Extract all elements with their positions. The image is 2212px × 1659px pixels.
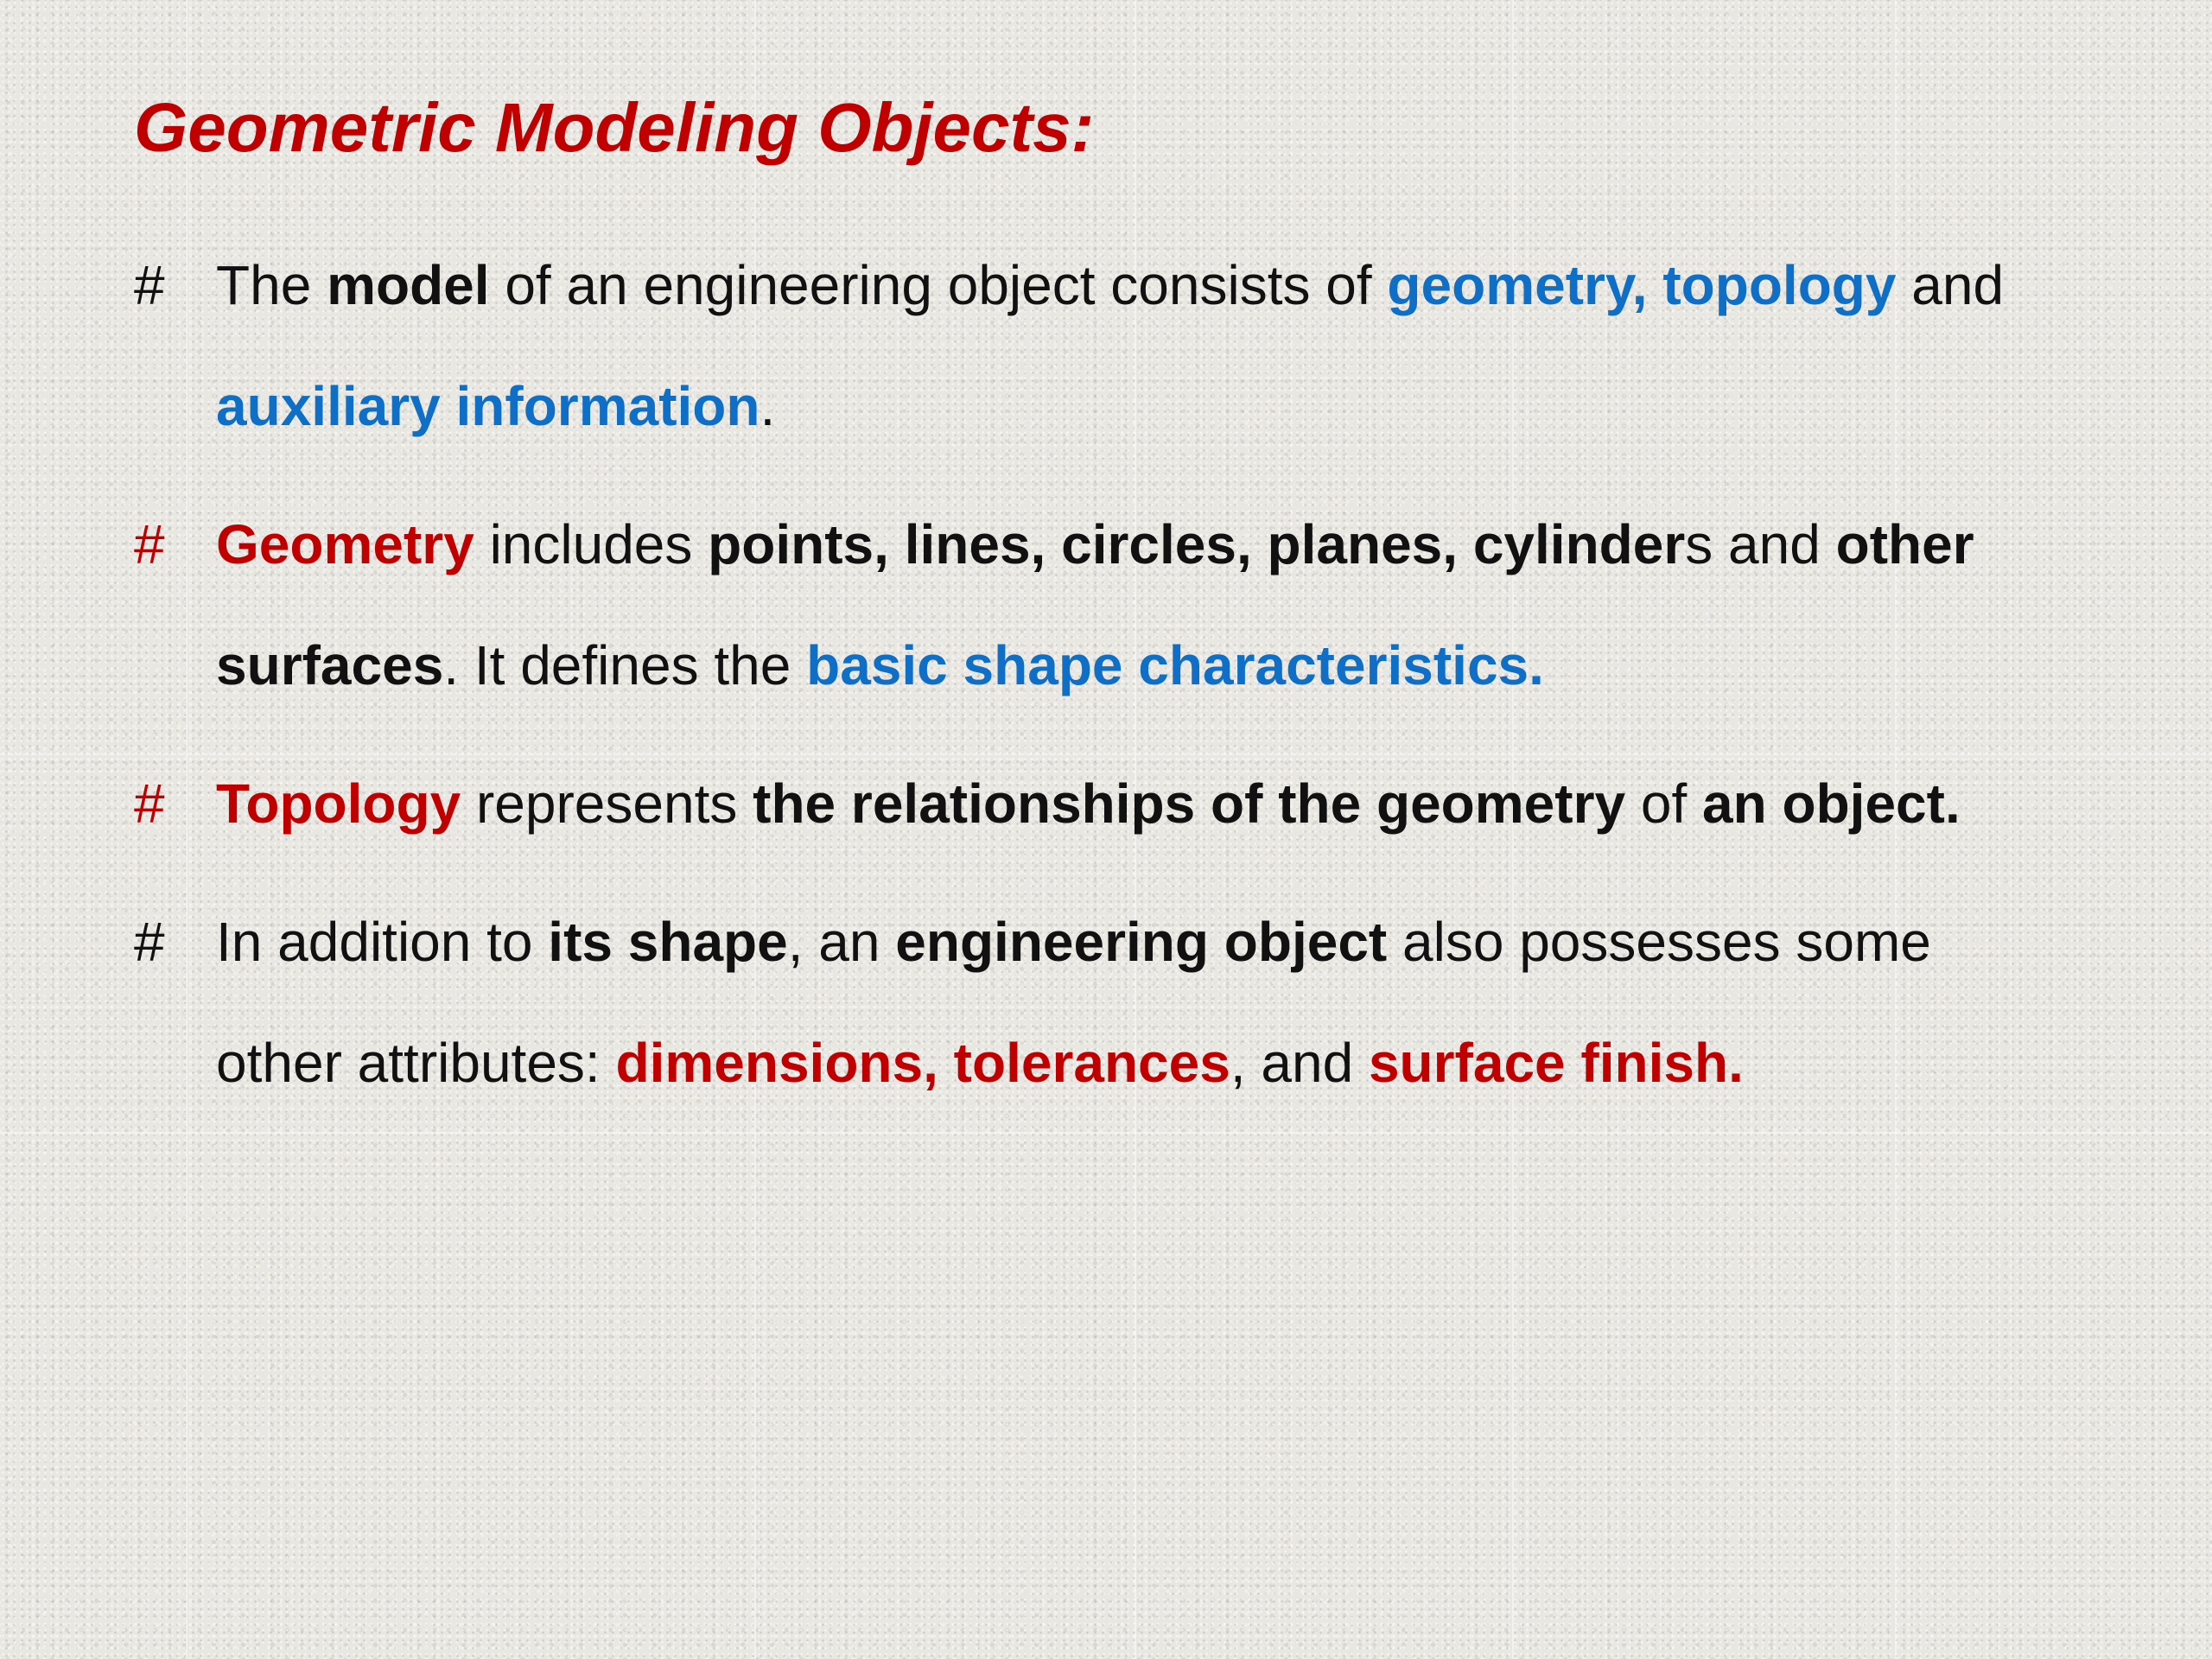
text-run: the relationships of the geometry <box>753 772 1626 835</box>
text-run: of <box>1625 772 1702 835</box>
text-run: other attributes: <box>216 1032 616 1094</box>
text-run: basic shape characteristics. <box>806 634 1544 696</box>
text-run: and <box>1896 254 2005 316</box>
text-run: points, lines, circles, planes, cylinder <box>708 513 1686 575</box>
text-run: Topology <box>216 772 461 835</box>
bullet-marker: # <box>134 513 165 575</box>
text-run: , an <box>787 911 896 973</box>
text-run: s and <box>1685 513 1836 575</box>
text-run: surfaces <box>216 634 444 696</box>
text-run: auxiliary information <box>216 375 760 437</box>
bullet-text <box>216 743 2203 864</box>
text-run: . It defines the <box>443 634 807 696</box>
text-run: includes <box>474 513 709 575</box>
bullet-text <box>216 881 2203 1123</box>
bullet-text <box>216 225 2203 467</box>
text-run: geometry, topology <box>1387 254 1897 316</box>
text-run: an object. <box>1702 772 1961 835</box>
text-run: engineering object <box>895 911 1388 973</box>
text-run: also possesses some <box>1387 911 1931 973</box>
text-run: model <box>327 254 490 316</box>
slide-title: Geometric Modeling Objects: <box>134 89 1095 166</box>
text-run: , and <box>1230 1032 1369 1094</box>
text-run: The <box>216 254 327 316</box>
text-run: . <box>760 375 776 437</box>
text-run: In addition to <box>216 911 549 973</box>
text-run: dimensions, tolerances <box>615 1032 1230 1094</box>
text-run: Geometry <box>216 513 474 575</box>
bullet-marker: # <box>134 254 165 316</box>
text-run: other <box>1835 513 1974 575</box>
bullet-marker: # <box>134 911 165 973</box>
text-run: its shape <box>548 911 788 973</box>
bullet-text <box>216 484 2203 726</box>
bullet-marker: # <box>134 772 165 835</box>
text-run: represents <box>461 772 753 835</box>
text-run: of an engineering object consists of <box>489 254 1388 316</box>
text-run: surface finish. <box>1368 1032 1744 1094</box>
